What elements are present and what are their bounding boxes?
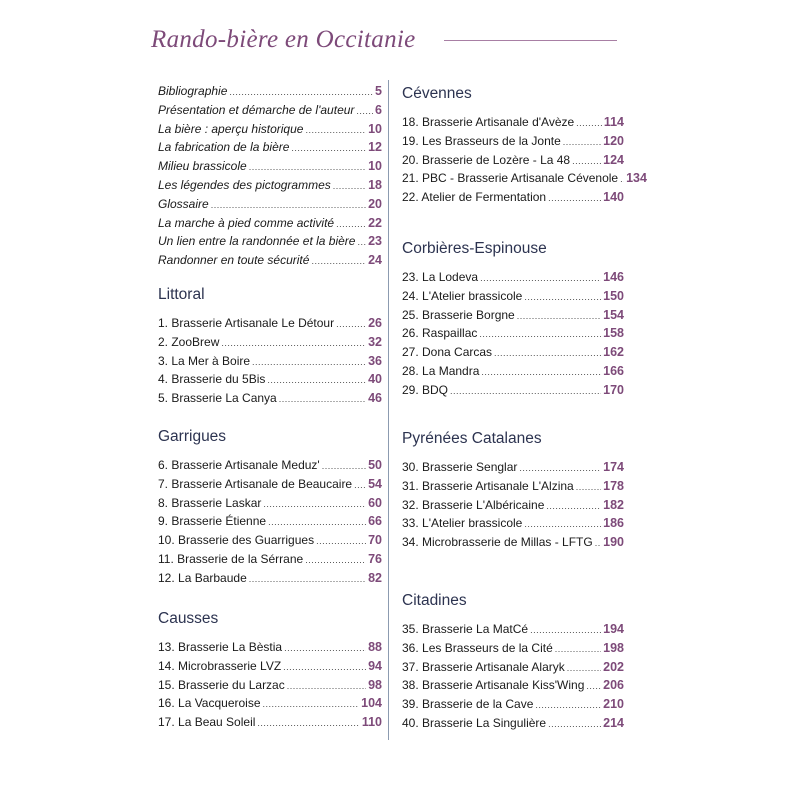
toc-entry-label: Présentation et démarche de l'auteur (158, 102, 355, 117)
toc-entry[interactable] (402, 658, 624, 676)
toc-entry[interactable] (402, 381, 624, 399)
toc-entry[interactable] (158, 120, 382, 138)
toc-entry-page: 54 (368, 476, 382, 491)
toc-entry[interactable] (402, 188, 624, 206)
dot-leader (519, 459, 601, 477)
toc-entry-label: 27. Dona Carcas (402, 345, 493, 360)
toc-entry[interactable] (158, 475, 382, 493)
toc-entry-page: 114 (603, 115, 624, 129)
section-heading: Garrigues (158, 428, 227, 445)
toc-entry-label: 16. La Vacqueroise (158, 696, 261, 711)
toc-entry-page: 124 (603, 152, 624, 167)
toc-entry[interactable] (402, 639, 624, 657)
toc-entry-label: Glossaire (158, 196, 209, 211)
toc-entry[interactable] (402, 533, 624, 551)
dot-leader (279, 390, 366, 408)
dot-leader (291, 139, 366, 157)
toc-entry-page: 46 (368, 391, 382, 406)
toc-right-column (402, 0, 647, 800)
toc-entry-page: 50 (368, 458, 382, 472)
dot-leader (517, 307, 601, 325)
dot-leader (479, 325, 601, 343)
toc-entry-label: Milieu brassicole (158, 159, 247, 174)
toc-entry-label: 1. Brasserie Artisanale Le Détour (158, 316, 335, 330)
toc-entry-page: 23 (368, 234, 382, 249)
toc-entry[interactable] (402, 362, 624, 380)
toc-entry-label: 5. Brasserie La Canya (158, 391, 277, 406)
toc-entry-label: 23. La Lodeva (402, 270, 479, 284)
toc-entry-page: 104 (361, 696, 382, 711)
toc-entry[interactable] (158, 352, 382, 370)
toc-entry-page: 146 (603, 270, 624, 284)
toc-entry[interactable] (402, 268, 624, 286)
toc-entry[interactable] (402, 620, 624, 638)
toc-entry-label: 15. Brasserie du Larzac (158, 677, 285, 692)
toc-entry-label: Bibliographie (158, 84, 228, 98)
toc-entry-label: 40. Brasserie La Singulière (402, 716, 547, 730)
toc-entry[interactable] (158, 494, 382, 512)
toc-entry-label: 22. Atelier de Fermentation (402, 190, 547, 205)
toc-entry[interactable] (158, 569, 382, 587)
toc-entry-label: 34. Microbrasserie de Millas - LFTG (402, 535, 593, 550)
toc-entry[interactable] (402, 514, 624, 532)
dot-leader (480, 269, 601, 287)
dot-leader (316, 532, 366, 550)
toc-entry-page: 186 (603, 516, 624, 531)
toc-entry-label: 20. Brasserie de Lozère - La 48 (402, 152, 571, 167)
toc-entry-label: 31. Brasserie Artisanale L'Alzina (402, 478, 574, 493)
dot-leader (481, 363, 601, 381)
toc-entry-page: 22 (368, 215, 382, 230)
toc-entry-page: 70 (368, 533, 382, 548)
toc-entry-page: 82 (368, 570, 382, 585)
toc-entry-label: 4. Brasserie du 5Bis (158, 372, 266, 387)
toc-entry[interactable] (158, 195, 382, 213)
toc-entry[interactable] (402, 151, 624, 169)
dot-leader (357, 233, 366, 251)
dot-leader (249, 158, 366, 176)
toc-entry[interactable] (158, 314, 382, 332)
toc-entry-page: 150 (603, 288, 624, 303)
toc-entry-page: 88 (368, 640, 382, 654)
dot-leader (336, 315, 366, 333)
dot-leader (524, 288, 601, 306)
section-heading: Littoral (158, 286, 205, 303)
toc-entry-page: 94 (368, 658, 382, 673)
dot-leader (555, 640, 601, 658)
dot-leader (211, 196, 366, 214)
toc-entry-page: 10 (368, 121, 382, 136)
toc-entry-label: 39. Brasserie de la Cave (402, 697, 534, 712)
page-title: Rando-bière en Occitanie (151, 26, 416, 53)
toc-entry-label: 21. PBC - Brasserie Artisanale Cévenole (402, 171, 619, 186)
toc-entry-label: 18. Brasserie Artisanale d'Avèze (402, 115, 575, 129)
dot-leader (548, 189, 601, 207)
toc-entry[interactable] (158, 82, 382, 100)
toc-entry[interactable] (158, 550, 382, 568)
toc-entry[interactable] (402, 169, 647, 187)
toc-entry-label: Un lien entre la randonnée et la bière (158, 234, 356, 249)
toc-entry[interactable] (158, 101, 382, 119)
dot-leader (263, 695, 360, 713)
dot-leader (283, 658, 366, 676)
section-heading: Pyrénées Catalanes (402, 430, 542, 447)
dot-leader (576, 478, 601, 496)
toc-entry[interactable] (402, 477, 624, 495)
toc-entry-page: 214 (603, 716, 624, 730)
toc-entry[interactable] (158, 232, 382, 250)
dot-leader (494, 344, 601, 362)
toc-entry-page: 170 (603, 382, 624, 397)
toc-entry-page: 162 (603, 345, 624, 360)
toc-entry-page: 174 (603, 460, 624, 474)
dot-leader (524, 515, 601, 533)
toc-entry-label: 3. La Mer à Boire (158, 353, 251, 368)
toc-entry-page: 26 (368, 316, 382, 330)
toc-left-column (158, 0, 382, 800)
toc-entry-label: 24. L'Atelier brassicole (402, 288, 523, 303)
toc-entry[interactable] (158, 157, 382, 175)
toc-entry-page: 140 (603, 190, 624, 205)
toc-entry-label: 29. BDQ (402, 382, 449, 397)
toc-entry-page: 76 (368, 552, 382, 566)
toc-entry-label: 26. Raspaillac (402, 326, 478, 341)
toc-entry-label: 7. Brasserie Artisanale de Beaucaire (158, 476, 353, 491)
toc-entry-page: 198 (603, 640, 624, 655)
toc-entry-page: 98 (368, 677, 382, 692)
toc-entry-label: 37. Brasserie Artisanale Alaryk (402, 659, 565, 674)
toc-entry[interactable] (402, 343, 624, 361)
toc-entry-page: 18 (368, 178, 382, 192)
toc-entry-label: 28. La Mandra (402, 364, 480, 378)
column-divider (388, 80, 389, 740)
toc-entry[interactable] (402, 113, 624, 131)
toc-entry-page: 40 (368, 372, 382, 387)
dot-leader (530, 621, 601, 639)
toc-entry-label: Randonner en toute sécurité (158, 253, 310, 268)
toc-entry[interactable] (158, 694, 382, 712)
toc-entry[interactable] (158, 531, 382, 549)
dot-leader (563, 133, 601, 151)
section-heading: Citadines (402, 592, 467, 609)
dot-leader (336, 215, 366, 233)
dot-leader (267, 371, 366, 389)
toc-entry[interactable] (158, 456, 382, 474)
toc-entry[interactable] (402, 458, 624, 476)
toc-entry-page: 158 (603, 326, 624, 341)
dot-leader (229, 83, 373, 101)
toc-entry-label: 19. Les Brasseurs de la Jonte (402, 133, 561, 148)
toc-entry[interactable] (158, 176, 382, 194)
toc-entry-label: Les légendes des pictogrammes (158, 178, 331, 192)
toc-entry[interactable] (402, 676, 624, 694)
toc-entry[interactable] (402, 714, 624, 732)
toc-entry-page: 178 (603, 478, 624, 493)
toc-entry-label: 25. Brasserie Borgne (402, 307, 515, 322)
toc-entry[interactable] (402, 306, 624, 324)
toc-entry-label: 13. Brasserie La Bèstia (158, 640, 283, 654)
dot-leader (322, 457, 366, 475)
dot-leader (567, 659, 601, 677)
dot-leader (572, 152, 601, 170)
toc-entry-label: La marche à pied comme activité (158, 215, 335, 230)
dot-leader (354, 476, 366, 494)
dot-leader (305, 551, 366, 569)
toc-entry-page: 190 (603, 535, 624, 550)
section-heading: Corbières-Espinouse (402, 240, 547, 257)
toc-entry-page: 210 (603, 697, 624, 712)
toc-entry-label: 35. Brasserie La MatCé (402, 622, 529, 636)
toc-entry-page: 10 (368, 159, 382, 174)
toc-entry-page: 166 (603, 364, 624, 378)
toc-entry[interactable] (402, 496, 624, 514)
toc-entry[interactable] (158, 657, 382, 675)
toc-entry[interactable] (158, 638, 382, 656)
dot-leader (546, 497, 601, 515)
toc-entry-label: 12. La Barbaude (158, 570, 247, 585)
toc-entry-page: 154 (603, 307, 624, 322)
toc-entry-page: 194 (603, 622, 624, 636)
dot-leader (620, 170, 624, 188)
toc-entry[interactable] (158, 713, 382, 731)
toc-entry-label: 11. Brasserie de la Sérrane (158, 552, 304, 566)
toc-entry-label: 30. Brasserie Senglar (402, 460, 518, 474)
toc-entry-label: 14. Microbrasserie LVZ (158, 658, 282, 673)
dot-leader (586, 677, 601, 695)
toc-entry-page: 206 (603, 678, 624, 693)
toc-entry-page: 182 (603, 497, 624, 512)
toc-entry-page: 134 (626, 171, 647, 186)
toc-entry[interactable] (158, 138, 382, 156)
toc-entry[interactable] (402, 324, 624, 342)
dot-leader (548, 715, 601, 733)
toc-entry-label: 6. Brasserie Artisanale Meduz' (158, 458, 320, 472)
toc-entry-label: 33. L'Atelier brassicole (402, 516, 523, 531)
dot-leader (263, 495, 366, 513)
toc-entry-label: 8. Brasserie Laskar (158, 495, 262, 510)
toc-entry-label: La bière : aperçu historique (158, 121, 304, 136)
toc-entry-label: 9. Brasserie Étienne (158, 514, 267, 529)
toc-entry-page: 110 (361, 715, 382, 730)
toc-entry-label: 38. Brasserie Artisanale Kiss'Wing (402, 678, 585, 693)
toc-entry[interactable] (158, 370, 382, 388)
dot-leader (257, 714, 359, 732)
toc-entry-page: 32 (368, 334, 382, 349)
dot-leader (305, 121, 366, 139)
toc-entry-page: 120 (603, 133, 624, 148)
dot-leader (287, 677, 366, 695)
dot-leader (249, 570, 366, 588)
dot-leader (595, 534, 601, 552)
toc-entry-label: 2. ZooBrew (158, 334, 220, 349)
toc-entry[interactable] (158, 251, 382, 269)
toc-entry[interactable] (158, 214, 382, 232)
section-heading: Cévennes (402, 85, 472, 102)
toc-entry-page: 202 (603, 659, 624, 674)
dot-leader (311, 252, 366, 270)
toc-entry[interactable] (158, 512, 382, 530)
toc-entry-page: 60 (368, 495, 382, 510)
toc-entry-page: 6 (375, 102, 382, 117)
dot-leader (535, 696, 601, 714)
toc-entry-page: 20 (368, 196, 382, 211)
toc-entry-page: 36 (368, 353, 382, 368)
dot-leader (576, 114, 602, 132)
toc-entry-label: 10. Brasserie des Guarrigues (158, 533, 315, 548)
toc-entry[interactable] (158, 333, 382, 351)
toc-entry[interactable] (158, 389, 382, 407)
dot-leader (450, 382, 601, 400)
dot-leader (252, 353, 366, 371)
dot-leader (333, 177, 366, 195)
toc-entry-page: 5 (375, 84, 382, 98)
toc-entry[interactable] (158, 676, 382, 694)
toc-entry-label: 32. Brasserie L'Albéricaine (402, 497, 545, 512)
dot-leader (284, 639, 366, 657)
toc-entry-page: 24 (368, 253, 382, 268)
toc-entry-page: 12 (368, 140, 382, 155)
section-heading: Causses (158, 610, 219, 627)
toc-entry-page: 66 (368, 514, 382, 529)
toc-entry[interactable] (402, 287, 624, 305)
dot-leader (356, 102, 373, 120)
toc-entry-label: 36. Les Brasseurs de la Cité (402, 640, 553, 655)
toc-entry[interactable] (402, 695, 624, 713)
toc-entry[interactable] (402, 132, 624, 150)
toc-entry-label: La fabrication de la bière (158, 140, 290, 155)
dot-leader (221, 334, 366, 352)
dot-leader (268, 513, 366, 531)
toc-entry-label: 17. La Beau Soleil (158, 715, 256, 730)
